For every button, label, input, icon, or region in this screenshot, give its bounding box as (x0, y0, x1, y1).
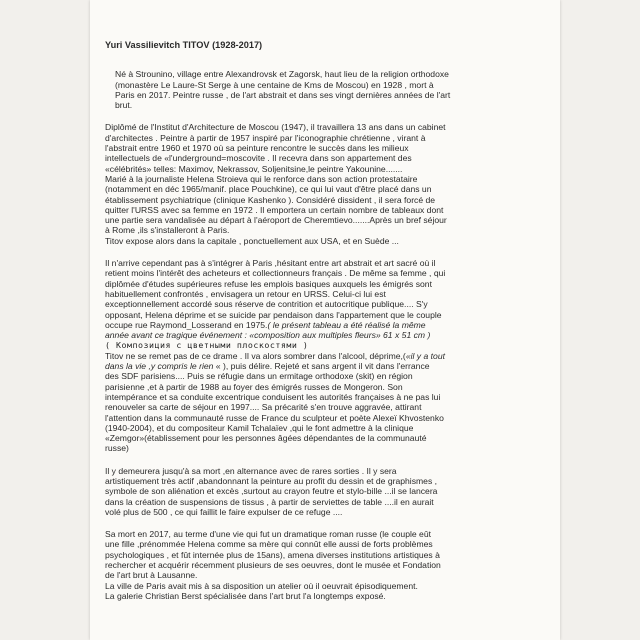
text-line: habituellement confrontés , envisagera un retour en URSS. Celui-ci lui est (105, 288, 386, 299)
text-line: «célébrités» telles: Maximov, Nekrassov, Soljenitsine,le peintre Yakounine....... (105, 163, 403, 174)
text-line: des SDF parisiens.... Puis se réfugie dans un ermitage orthodoxe (skit) en région (105, 371, 413, 382)
text-line: (1940-2004), et du compositeur Kamil Tchalaïev ,qui le font admettre à la clinique (105, 422, 414, 433)
paragraph-death (105, 529, 525, 601)
text-line: «Zemgor»(établissement pour les personnes âgées dépendantes de la communauté (105, 433, 427, 444)
text-line: une fille ,prénommée Helena comme sa mère qui connût elle aussi de forts problèmes (105, 539, 433, 550)
paragraph-clinic (105, 466, 525, 517)
text-line: Diplômé de l'Institut d'Architecture de Moscou (1947), il travaillera 13 ans dans un cabinet (105, 122, 446, 133)
document-title: Yuri Vassilievitch TITOV (1928-2017) (105, 40, 263, 50)
text-line: une partie sera vandalisée au départ à l'aéroport de Cheremtievo.......Après un bref séjour (105, 215, 447, 226)
text-line: Marié à la journaliste Helena Stroieva qui le renforce dans son action protestataire (105, 173, 418, 184)
text-line: rechercher et acquérir récemment plusieurs de ses oeuvres, dont le musée et Fondation (105, 560, 441, 571)
text-line: symbole de son aliénation et excès ,surtout au crayon feutre et stylo-bille ...il se lancera (105, 486, 438, 497)
text-line: Il n'arrive cependant pas à s'intégrer à Paris ,hésitant entre art abstrait et art sacré où il (105, 258, 436, 269)
text-line: établissement psychiatrique (clinique Kashenko ). Considéré dissident , il sera forcé de (105, 194, 436, 205)
text-line: opposant, Helena déprime et se suicide par pendaison dans l'appartement que le couple (105, 309, 442, 320)
text-line: volé plus de 500 , ce qui faillit le faire expulser de ce refuge .... (105, 506, 343, 517)
text-line: La ville de Paris avait mis à sa disposition un atelier où il oeuvrait épisodiquement. (105, 580, 418, 591)
text-line: dans la création de suspensions de tissus , à partir de serviettes de table ....il en aurait (105, 496, 434, 507)
text-line: diplômée d'études supérieures refuse les emplois basiques auxquels les émigrés sont (105, 278, 432, 289)
text-line: l'abstrait entre 1960 et 1970 où sa peinture rencontre le succès dans les milieux (105, 143, 409, 154)
text-line: exceptionnellement accordé sous réserve de contrition et autocritique publique.... S'y (105, 299, 428, 310)
text-line: Titov expose alors dans la capitale , ponctuellement aux USA, et en Suède ... (105, 235, 399, 246)
text-line: psychologiques , et fût internée plus de 15ans), amena diverses institutions artistiques à (105, 549, 440, 560)
quote-text: «il y a tout (405, 350, 445, 361)
text-line: (notamment en déc 1965/manif. place Pouchkine), ce qui lui vaut d'être placé dans un (105, 184, 432, 195)
text-line: russe) (105, 443, 129, 454)
painting-note-line: année avant ce tragique événement : «composition aux multiples fleurs» 61 x 51 cm ) (105, 330, 431, 341)
text-line: Né à Strounino, village entre Alexandrovsk et Zagorsk, haut lieu de la religion orthodoxe (115, 69, 449, 80)
paragraph-career (105, 122, 525, 246)
text-segment: Titov ne se remet pas de ce drame . Il va alors sombrer dans l'alcool, déprime,( (105, 350, 406, 361)
text-line: intellectuels de «l'underground=moscovite . Il recevra dans son appartement des (105, 153, 412, 164)
text-line: intempérance et sa conduite excentrique conduisent les autorités françaises à ne pas lui (105, 391, 441, 402)
document-body (105, 40, 525, 613)
text-line: retient moins l'intérêt des acheteurs et collectionneurs français . De même sa femme , qui (105, 268, 446, 279)
text-line: quitter l'URSS avec sa femme en 1972 . Il emportera un certain nombre de tableaux dont (105, 204, 444, 215)
text-segment: occupe rue Raymond_Losserand en 1975. (105, 319, 268, 330)
handwritten-russian-title: ( Композиция с цветными плоскостями ) (105, 340, 309, 351)
text-line (105, 320, 525, 330)
quote-text: dans la vie ,y compris le rien (105, 361, 214, 372)
text-line: à Rome ,ils s'installeront à Paris. (105, 225, 230, 236)
text-line: Il y demeurera jusqu'à sa mort ,en alternance avec de rares sorties . Il y sera (105, 465, 397, 476)
text-line: artistiquement très actif ,abandonnant la peinture au profit du dessin et de graphismes , (105, 475, 438, 486)
text-line: La galerie Christian Berst spécialisée dans l'art brut l'a longtemps exposé. (105, 590, 386, 601)
text-line: (monastère Le Laure-St Serge à une centaine de Kms de Moscou) en 1928 , mort à (115, 79, 434, 90)
text-line: de l'art brut à Lausanne. (105, 570, 198, 581)
text-line: Sa mort en 2017, au terme d'une vie qui fut un dramatique roman russe (le couple eût (105, 529, 432, 540)
text-line: d'architectes . Peintre à partir de 1957 inspiré par l'iconographie chrétienne , virant à (105, 132, 426, 143)
text-line (105, 351, 525, 361)
text-line: renouveler sa carte de séjour en 1997.... Sa précarité s'en trouve aggravée, attirant (105, 402, 422, 413)
paragraph-birth (105, 69, 525, 110)
text-line: l'attention dans la communauté russe de France du sculpteur et poète Alexeï Khvostenko (105, 412, 444, 423)
painting-note-text: ( le présent tableau a été réalisé la même (267, 319, 426, 330)
text-line: brut. (115, 100, 133, 111)
text-line: Paris en 2017. Peintre russe , de l'art abstrait et dans ses vingt dernières années de l'art (115, 89, 451, 100)
paragraph-paris (105, 258, 525, 454)
text-segment: « ), puis délire. Rejeté et sans argent il vit dans l'errance (213, 361, 430, 372)
text-line: parisienne ,et à partir de 1988 au foyer des émigrés russes de Mongeron. Son (105, 381, 403, 392)
text-line (105, 361, 525, 371)
